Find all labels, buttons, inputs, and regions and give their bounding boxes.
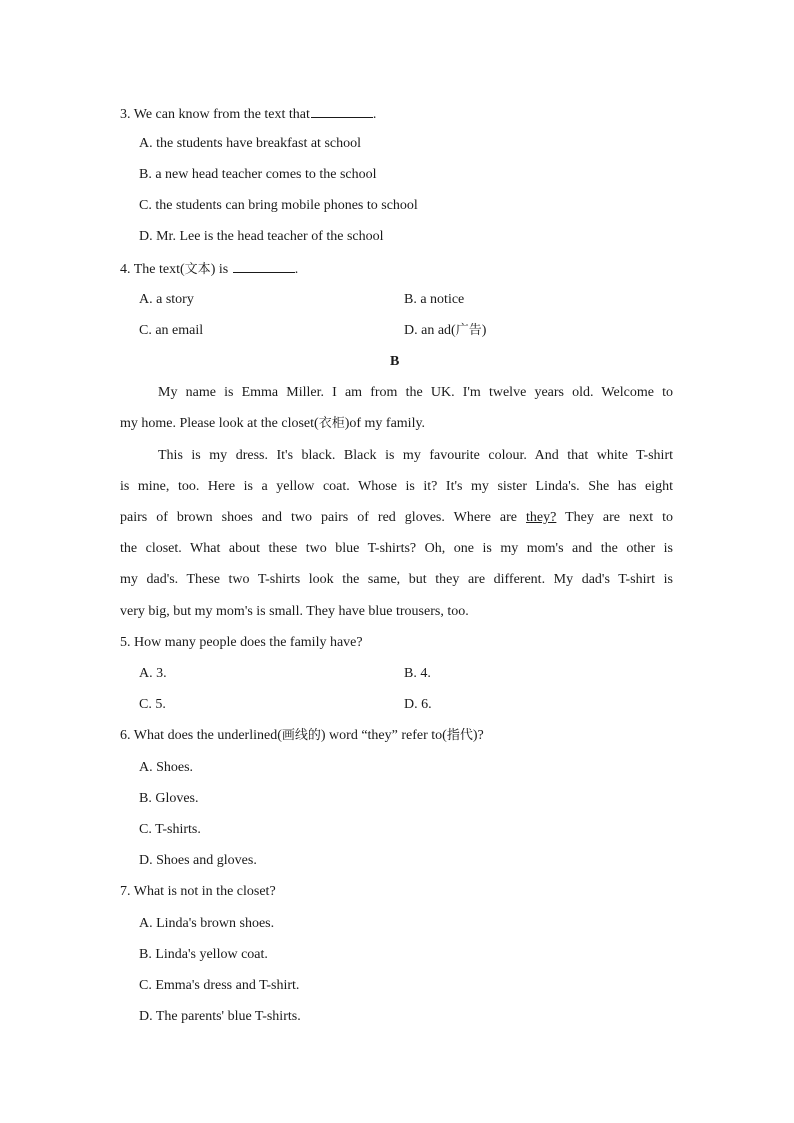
question-3-stem	[120, 104, 376, 124]
passage-gloss: 衣柜	[318, 416, 345, 431]
question-6-stem	[120, 727, 484, 745]
q6-option-b: B. Gloves.	[139, 791, 199, 806]
q5-option-a: A. 3.	[139, 666, 167, 681]
question-5-stem: 5. How many people does the family have?	[120, 635, 363, 650]
question-6-text-c: )?	[472, 728, 484, 743]
question-4-gloss: 文本	[184, 262, 211, 277]
question-6-text-a: 6. What does the underlined(	[120, 728, 282, 743]
passage-line-5-b: They are next to	[565, 510, 673, 525]
question-6-gloss-1: 画线的	[281, 728, 321, 743]
passage-line-8: very big, but my mom's is small. They have blue trousers, too.	[120, 604, 469, 619]
q7-option-c: C. Emma's dress and T-shirt.	[139, 978, 300, 993]
question-7-stem: 7. What is not in the closet?	[120, 884, 276, 899]
q6-option-a: A. Shoes.	[139, 760, 194, 775]
question-6-text-b: ) word “they” refer to(	[320, 728, 447, 743]
passage-line-5	[120, 509, 673, 527]
q7-option-d: D. The parents' blue T-shirts.	[139, 1009, 301, 1024]
q3-option-d: D. Mr. Lee is the head teacher of the school	[139, 229, 384, 244]
question-3-end: .	[372, 107, 377, 122]
passage-line-2-b: )of my family.	[344, 416, 426, 431]
q3-option-b: B. a new head teacher comes to the school	[139, 167, 377, 182]
q4-option-d-text-b: )	[481, 323, 487, 338]
q5-option-c: C. 5.	[139, 697, 166, 712]
question-3-text: 3. We can know from the text that	[120, 107, 310, 122]
passage-line-2	[120, 415, 673, 433]
q4-option-d	[404, 322, 486, 340]
question-6-gloss-2: 指代	[446, 728, 473, 743]
passage-line-2-a: my home. Please look at the closet(	[120, 416, 319, 431]
question-4-stem	[120, 259, 298, 279]
answer-blank	[311, 104, 373, 118]
passage-line-1: My name is Emma Miller. I am from the UK. I'm twelve years old. Welcome to	[158, 385, 673, 400]
q4-option-d-text-a: D. an ad(	[404, 323, 456, 338]
q4-option-c: C. an email	[139, 323, 204, 338]
question-4-text-a: 4. The text(	[120, 262, 185, 277]
q4-option-a: A. a story	[139, 292, 194, 307]
question-4-end: .	[294, 262, 299, 277]
passage-line-6: the closet. What about these two blue T-shirts? Oh, one is my mom's and the other is	[120, 541, 673, 556]
q6-option-c: C. T-shirts.	[139, 822, 201, 837]
q3-option-c: C. the students can bring mobile phones to school	[139, 198, 418, 213]
passage-line-5-a: pairs of brown shoes and two pairs of red gloves. Where are	[120, 510, 518, 525]
section-heading: B	[390, 354, 400, 369]
q3-option-a: A. the students have breakfast at school	[139, 136, 361, 151]
underlined-word: they?	[526, 510, 557, 525]
q5-option-d: D. 6.	[404, 697, 432, 712]
q7-option-b: B. Linda's yellow coat.	[139, 947, 268, 962]
q4-option-d-gloss: 广告	[455, 323, 482, 338]
q5-option-b: B. 4.	[404, 666, 431, 681]
question-4-text-b: ) is	[210, 262, 229, 277]
passage-line-7: my dad's. These two T-shirts look the same, but they are different. My dad's T-shirt is	[120, 572, 673, 587]
passage-line-3: This is my dress. It's black. Black is my favourite colour. And that white T-shirt	[158, 448, 673, 463]
q4-option-b: B. a notice	[404, 292, 465, 307]
q7-option-a: A. Linda's brown shoes.	[139, 916, 275, 931]
q6-option-d: D. Shoes and gloves.	[139, 853, 257, 868]
answer-blank	[233, 259, 295, 273]
passage-line-4: is mine, too. Here is a yellow coat. Whose is it? It's my sister Linda's. She has eight	[120, 479, 673, 494]
